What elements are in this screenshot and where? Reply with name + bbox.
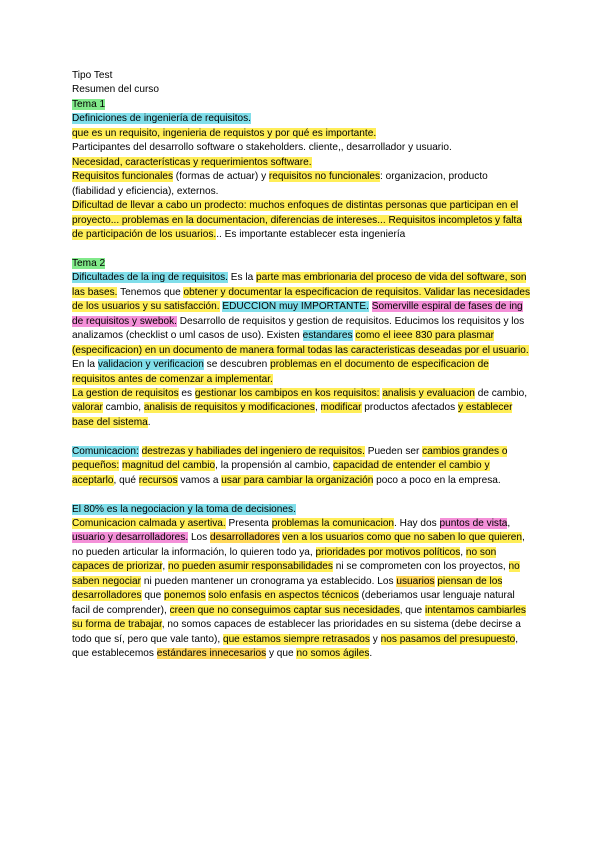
paragraph (72, 445, 532, 488)
highlighted-text-yellow: intentamos cambiarles su forma de trabajar (72, 604, 526, 631)
highlighted-text-blue: EDUCCION muy IMPORTANTE. (222, 301, 369, 313)
highlighted-text-pink: Somerville espiral de fases de ing de requisitos y swebok. (72, 301, 523, 327)
highlighted-text-yellow: Necesidad, características y requerimientos software. (72, 156, 312, 168)
highlighted-text-yellow: ven a los usuarios como que no saben lo que quieren (282, 532, 523, 544)
highlighted-text-yellow: no saben negociar (72, 561, 520, 587)
text-run: Participantes del desarrollo software o stakeholders. cliente,, desarrollador y usuario. (72, 142, 452, 154)
highlighted-text-yellow: no pueden asumir responsabilidades (167, 561, 333, 573)
highlighted-text-yellow: problemas en el documento de especificacion de requisitos antes de comenzar a implementar. (72, 359, 489, 385)
highlighted-text-blue: Dificultades de la ing de requisitos. (72, 272, 228, 284)
text-run: Presenta (225, 518, 272, 529)
paragraph (72, 387, 532, 430)
text-run: Resumen del curso (72, 84, 159, 96)
text-run: Tipo Test (72, 70, 113, 81)
text-run: . (369, 648, 373, 660)
paragraph (72, 170, 532, 199)
highlighted-text-yellow: valorar (72, 402, 103, 414)
paragraph (72, 257, 532, 271)
paragraph (72, 69, 532, 83)
highlighted-text-yellow: no somos ágiles (296, 648, 370, 660)
highlighted-text-yellow: Dificultad de llevar a cabo un prodecto: muchos enfoques de distintas personas que participan en el proyecto... problemas en la documentacion, diferencias de intereses... Requisitos incompletos y falta de participación de los usuarios. (72, 200, 522, 240)
text-run: . Hay dos (394, 518, 440, 529)
highlighted-text-blue: validacion y verificacion (97, 359, 204, 371)
text-run: que (141, 590, 165, 602)
text-run: Desarrollo de requisitos y gestion de requisitos. Educimos los requisitos y los analizamos (checklist o uml casos de uso). Existen (72, 315, 525, 342)
highlighted-text-yellow: Comunicacion calmada y asertiva. (72, 518, 226, 529)
text-run: , no somos capaces de establecer las prioridades en su sistema (debe decirse a todo que sí, pero que vale tanto), (72, 619, 521, 645)
highlighted-text-yellow: como el ieee 830 para plasmar (especificacion) en un documento de manera formal todas las caracteristicas deseadas por el usuario. (72, 330, 529, 356)
highlighted-text-yellow: usar para cambiar la organización (221, 474, 374, 486)
highlighted-text-blue: El 80% es la negociacion y la toma de decisiones. (72, 503, 296, 515)
highlighted-text-yellow: ponemos (164, 590, 206, 602)
highlighted-text-yellow: piensan de los desarrolladores (72, 575, 503, 602)
text-run: , (162, 561, 168, 573)
text-run: , (460, 546, 466, 558)
text-run: (deberiamos usar lenguaje natural facil de comprender), (72, 590, 515, 616)
text-run: ni se comprometen con los proyectos, (332, 561, 509, 573)
text-run: , qué (113, 474, 139, 486)
highlighted-text-yellow: solo enfasis en aspectos técnicos (208, 590, 359, 602)
highlighted-text-blue: Definiciones de ingeniería de requisitos. (72, 113, 251, 125)
text-run: (formas de actuar) y (173, 171, 269, 183)
highlighted-text-yellow: nos pasamos del presupuesto (380, 633, 516, 645)
text-run: , que (399, 604, 425, 616)
text-run: y (369, 633, 381, 645)
text-run: se descubren (203, 359, 271, 371)
highlighted-text-yellow: La gestion de requisitos (72, 387, 179, 399)
highlighted-text-yellow: obtener y documentar la especificacion de requisitos. Validar las necesidades de los usuarios y su satisfacción. (72, 286, 531, 313)
text-run: : organizacion, producto (fiabilidad y eficiencia), externos. (72, 171, 488, 197)
highlighted-text-yellow: gestionar los cambipos en kos requisitos: (194, 387, 380, 399)
highlighted-text-orange: desarrolladores (210, 532, 280, 544)
text-run: poco a poco en la empresa. (373, 474, 501, 486)
text-run: , no pueden articular la información, lo quieren todo ya, (72, 532, 525, 558)
highlighted-text-yellow: Requisitos funcionales (72, 171, 173, 183)
text-run: , que establecemos (72, 633, 519, 660)
text-run: es (178, 387, 195, 399)
paragraph (72, 112, 532, 126)
paragraph (72, 199, 532, 242)
highlighted-text-yellow: parte mas embrionaria del proceso de vida del software, son las bases. (72, 272, 527, 298)
highlighted-text-yellow: requisitos no funcionales (268, 171, 381, 183)
text-run: Tenemos que (117, 286, 184, 298)
text-run: ni pueden mantener un cronograma ya establecido. Los (141, 575, 397, 587)
highlighted-text-yellow: capacidad de entender el cambio y aceptarlo (72, 460, 490, 486)
text-run: Es la (227, 272, 257, 284)
highlighted-text-yellow: analisis de requisitos y modificaciones (143, 402, 315, 414)
highlighted-text-yellow: recursos (138, 474, 178, 486)
text-run: y que (266, 648, 297, 660)
highlighted-text-orange: estándares innecesarios (156, 648, 267, 660)
paragraph-spacer (72, 430, 532, 444)
paragraph (72, 517, 532, 662)
text-run: . (147, 416, 151, 428)
paragraph-spacer (72, 488, 532, 502)
paragraph (72, 156, 532, 170)
text-run: de cambio, (474, 387, 528, 399)
highlighted-text-blue: Comunicacion: (72, 445, 139, 457)
highlighted-text-yellow: y establecer base del sistema (72, 402, 513, 428)
highlighted-text-yellow: magnitud del cambio (121, 460, 216, 472)
paragraph-spacer (72, 242, 532, 256)
highlighted-text-yellow: creen que no conseguimos captar sus necesidades (169, 604, 400, 616)
paragraph (72, 127, 532, 141)
paragraph (72, 503, 532, 517)
text-run: , (507, 518, 511, 529)
highlighted-text-green: Tema 2 (72, 257, 106, 269)
paragraph (72, 83, 532, 97)
highlighted-text-yellow: que estamos siempre retrasados (222, 633, 370, 645)
highlighted-text-green: Tema 1 (72, 98, 106, 110)
text-run: cambio, (102, 402, 144, 414)
text-run: Pueden ser (364, 445, 423, 457)
highlighted-text-pink: puntos de vista (439, 518, 508, 529)
text-run: , (314, 402, 321, 414)
highlighted-text-yellow: no son capaces de priorizar (72, 546, 497, 573)
paragraph (72, 271, 532, 387)
highlighted-text-yellow: modificar (320, 402, 362, 414)
highlighted-text-pink: usuario y desarrolladores. (72, 532, 189, 544)
highlighted-text-yellow: cambios grandes o pequeños: (72, 445, 508, 472)
paragraph (72, 141, 532, 155)
text-run: .. Es importante establecer esta ingeniería (216, 228, 406, 240)
highlighted-text-yellow: destrezas y habiliades del ingeniero de requisitos. (141, 445, 365, 457)
text-run: Los (188, 532, 211, 544)
text-run: , la propensión al cambio, (215, 460, 333, 472)
text-run: productos afectados (361, 402, 459, 414)
highlighted-text-yellow: analisis y evaluacion (382, 387, 475, 399)
paragraph (72, 98, 532, 112)
text-run: En la (72, 359, 98, 371)
highlighted-text-blue: estandares (302, 330, 353, 342)
highlighted-text-orange: usuarios (396, 575, 435, 587)
document-body (72, 69, 532, 662)
highlighted-text-yellow: prioridades por motivos políticos (315, 546, 461, 558)
text-run: vamos a (177, 474, 222, 486)
highlighted-text-yellow: problemas la comunicacion (271, 518, 395, 529)
highlighted-text-yellow: que es un requisito, ingenieria de requistos y por qué es importante. (72, 127, 377, 139)
